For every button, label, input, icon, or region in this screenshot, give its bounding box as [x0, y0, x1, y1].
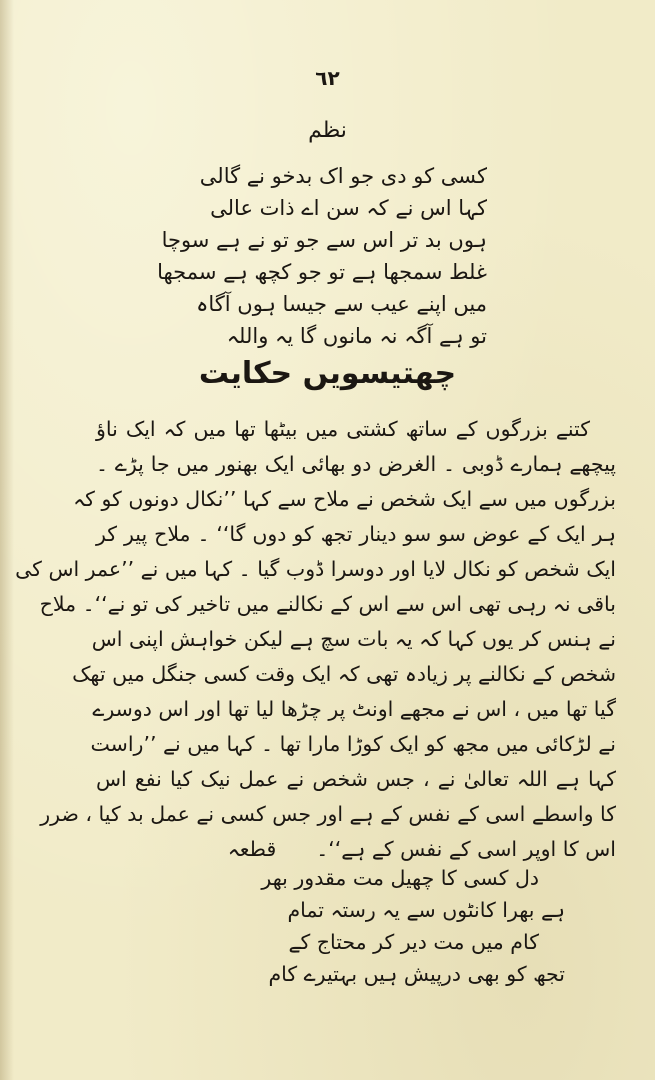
verse-line: کام میں مت دیر کر محتاج کے [288, 930, 539, 954]
story-line: ہر ایک کے عوض سو سو دینار تجھ کو دوں گا‘‘ ۔ ملاح پیر کر [96, 522, 616, 546]
story-line: گیا تھا میں ، اس نے مجھے اونٹ پر چڑھا لیا تھا اور اس دوسرے [92, 697, 616, 721]
story-line: پیچھے ہمارے ڈوبی ۔ الغرض دو بھائی ایک بھنور میں جا پڑے ۔ [96, 452, 616, 476]
qita-verse [165, 862, 565, 990]
page-edge-shadow [0, 0, 14, 1080]
poem-line: غلط سمجھا ہے تو جو کچھ ہے سمجھا [157, 260, 487, 284]
story-line: ایک شخص کو نکال لایا اور دوسرا ڈوب گیا ۔ کہا میں نے ’’عمر اس کی [15, 557, 616, 581]
qita-label: قطعہ [227, 837, 277, 861]
story-heading: چھتیسویں حکایت [198, 356, 457, 391]
verse-line: دل کسی کا چھیل مت مقدور بھر [261, 866, 539, 890]
story-line: نے لڑکائی میں مجھ کو ایک کوڑا مارا تھا ۔ کہا میں نے ’’راست [90, 732, 616, 756]
story-line: نے ہنس کر یوں کہا کہ یہ بات سچ ہے لیکن خواہش اپنی اس [91, 627, 616, 651]
page-number: ٦٢ [315, 66, 340, 90]
story-line: شخص کے نکالنے پر زیادہ تھی کہ ایک وقت کسی جنگل میں تھک [72, 662, 616, 686]
verse-line: ہے بھرا کانٹوں سے یہ رستہ تمام [287, 898, 565, 922]
story-line: کا واسطے اسی کے نفس کے ہے اور جس کسی نے عمل بد کیا ، ضرر [40, 802, 616, 826]
poem-line: ہوں بد تر اس سے جو تو نے ہے سوچا [161, 228, 487, 252]
story-line: کہا ہے اللہ تعالیٰ نے ، جس شخص نے عمل نیک کیا نفع اس [96, 767, 616, 791]
poem [157, 160, 487, 352]
verse-line: تجھ کو بھی درپیش ہیں بہتیرے کام [268, 962, 565, 986]
story-line: کتنے بزرگوں کے ساتھ کشتی میں بیٹھا تھا میں کہ ایک ناؤ [96, 417, 590, 441]
poem-line: کسی کو دی جو اک بدخو نے گالی [199, 164, 487, 188]
poem-line: تو ہے آگہ نہ مانوں گا یہ واللہ [226, 324, 487, 348]
story-paragraph [15, 412, 616, 867]
story-line: باقی نہ رہی تھی اس سے اس کے نکالنے میں تاخیر کی تو نے‘‘۔ ملاح [39, 592, 616, 616]
poem-line: میں اپنے عیب سے جیسا ہوں آگاہ [196, 292, 487, 316]
poem-title: نظم [308, 118, 347, 143]
story-line: بزرگوں میں سے ایک شخص نے ملاح سے کہا ’’نکال دونوں کو کہ [73, 487, 616, 511]
poem-line: کہا اس نے کہ سن اے ذات عالی [210, 196, 487, 220]
story-line: اس کا اوپر اسی کے نفس کے ہے‘‘۔ [316, 837, 616, 861]
